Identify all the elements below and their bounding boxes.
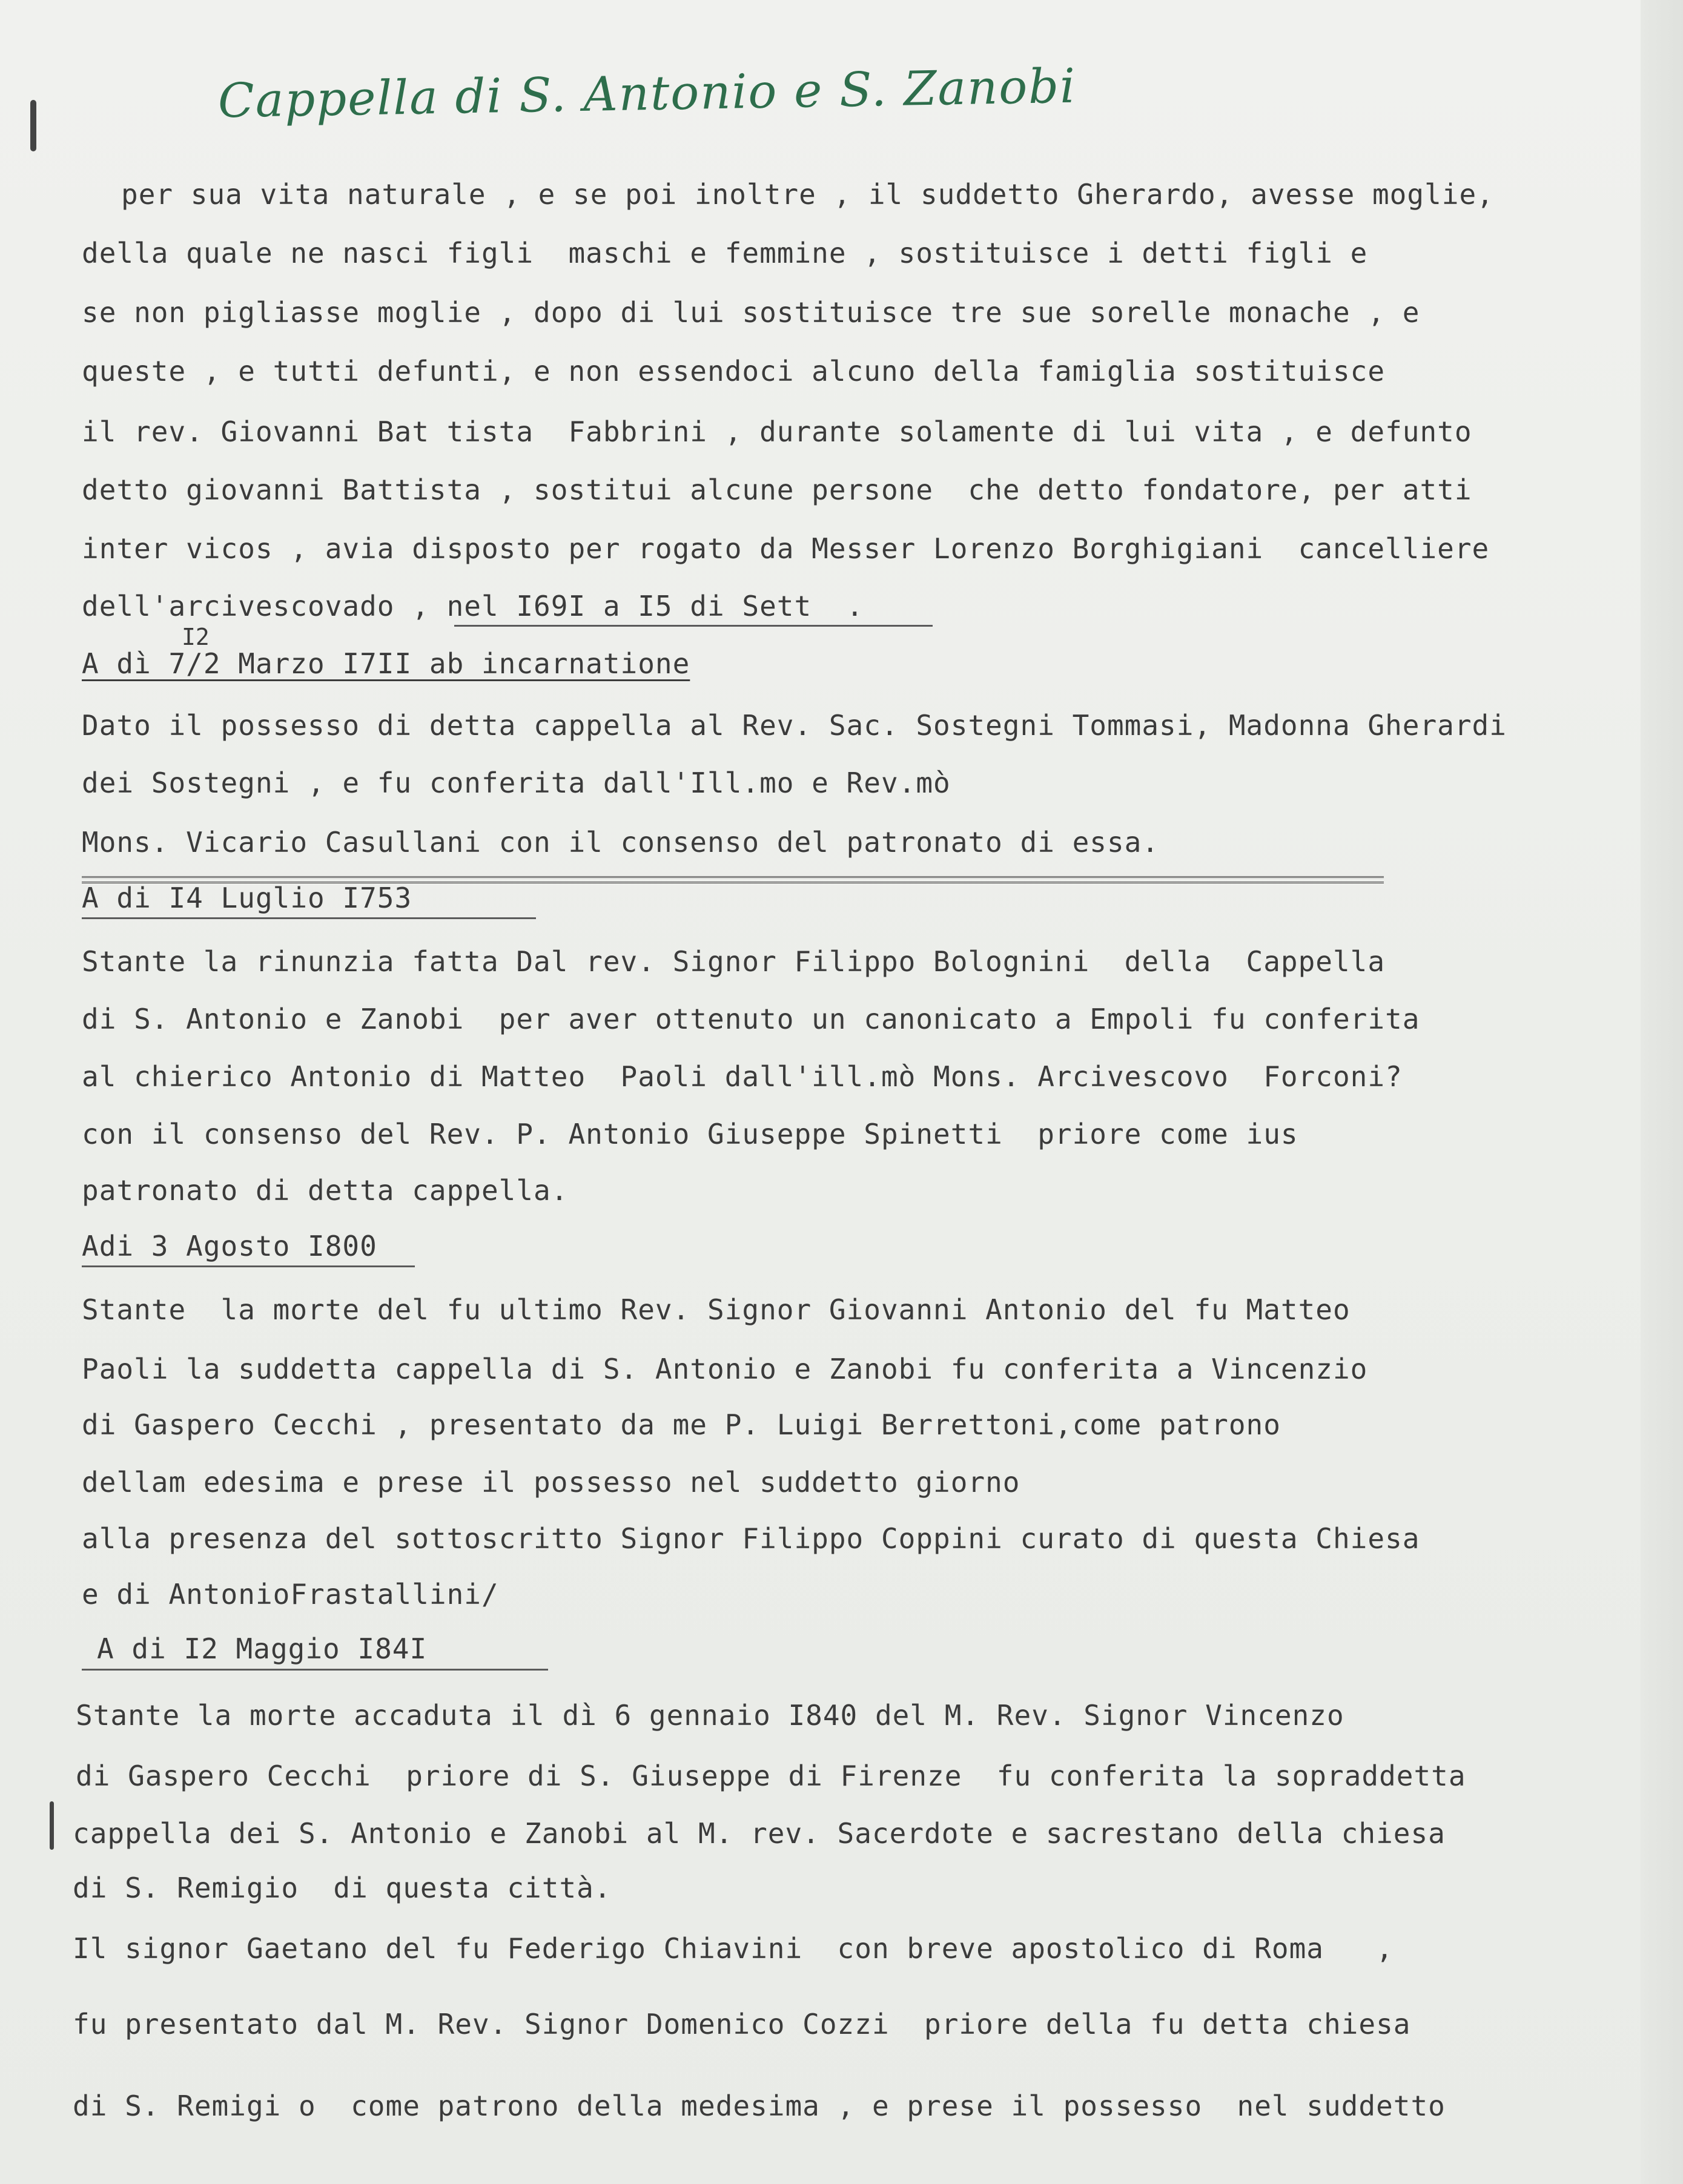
text-line: di S. Remigi o come patrono della medesima , e prese il possesso nel suddetto [73,2090,1446,2122]
text-line: con il consenso del Rev. P. Antonio Giuseppe Spinetti priore come ius [82,1118,1298,1150]
text-line: e di AntonioFrastallini/ [82,1578,499,1611]
double-rule [82,876,1384,882]
date-heading: Adi 3 Agosto I800 [82,1230,377,1262]
underline-rule [454,625,933,627]
underline-rule [82,917,536,919]
text-line: per sua vita naturale , e se poi inoltre , il suddetto Gherardo, avesse moglie, [121,178,1494,211]
date-heading: A dì 7/2 Marzo I7II ab incarnatione [82,647,690,680]
text-line: di S. Remigio di questa città. [73,1872,612,1904]
text-line: se non pigliasse moglie , dopo di lui sostituisce tre sue sorelle monache , e [82,296,1420,329]
text-line: di Gaspero Cecchi , presentato da me P. Luigi Berrettoni,come patrono [82,1408,1281,1441]
margin-mark [30,100,36,151]
date-heading: A di I4 Luglio I753 [82,882,412,914]
text-line: della quale ne nasci figli maschi e femmine , sostituisce i detti figli e [82,237,1368,269]
margin-mark [50,1801,54,1850]
text-line: fu presentato dal M. Rev. Signor Domenico Cozzi priore della fu detta chiesa [73,2008,1411,2040]
text-line: di Gaspero Cecchi priore di S. Giuseppe di Firenze fu conferita la sopraddetta [76,1760,1466,1792]
text-line: di S. Antonio e Zanobi per aver ottenuto un canonicato a Empoli fu conferita [82,1003,1420,1035]
text-line: dei Sostegni , e fu conferita dall'Ill.mo e Rev.mò [82,767,951,799]
text-line: cappella dei S. Antonio e Zanobi al M. rev. Sacerdote e sacrestano della chiesa [73,1817,1446,1850]
text-line: dellam edesima e prese il possesso nel suddetto giorno [82,1466,1020,1499]
text-line: Dato il possesso di detta cappella al Rev. Sac. Sostegni Tommasi, Madonna Gherardi [82,709,1507,742]
handwritten-header: Cappella di S. Antonio e S. Zanobi [217,59,1077,129]
text-line: detto giovanni Battista , sostitui alcune persone che detto fondatore, per atti [82,473,1472,506]
underline-rule [82,1669,548,1671]
text-line: Mons. Vicario Casullani con il consenso del patronato di essa. [82,826,1160,859]
text-line: Stante la rinunzia fatta Dal rev. Signor Filippo Bolognini della Cappella [82,945,1386,978]
text-line: Stante la morte del fu ultimo Rev. Signor Giovanni Antonio del fu Matteo [82,1293,1351,1326]
text-line: inter vicos , avia disposto per rogato da Messer Lorenzo Borghigiani cancelliere [82,532,1490,565]
text-line: Stante la morte accaduta il dì 6 gennaio I840 del M. Rev. Signor Vincenzo [76,1699,1344,1732]
text-line: queste , e tutti defunti, e non essendoci alcuno della famiglia sostituisce [82,355,1386,388]
text-line: il rev. Giovanni Bat tista Fabbrini , durante solamente di lui vita , e defunto [82,415,1472,448]
text-line: dell'arcivescovado , nel I69I a I5 di Sett . [82,590,864,622]
text-line: Paoli la suddetta cappella di S. Antonio e Zanobi fu conferita a Vincenzio [82,1353,1368,1385]
text-line: patronato di detta cappella. [82,1174,569,1207]
text-line: Il signor Gaetano del fu Federigo Chiavini con breve apostolico di Roma , [73,1932,1394,1965]
text-line: alla presenza del sottoscritto Signor Filippo Coppini curato di questa Chiesa [82,1522,1420,1555]
text-line: al chierico Antonio di Matteo Paoli dall'ill.mò Mons. Arcivescovo Forconi? [82,1060,1403,1093]
superscript-correction: I2 [182,624,210,650]
underline-rule [82,1265,415,1267]
date-heading: A di I2 Maggio I84I [97,1632,428,1665]
page-edge [1641,0,1683,2184]
